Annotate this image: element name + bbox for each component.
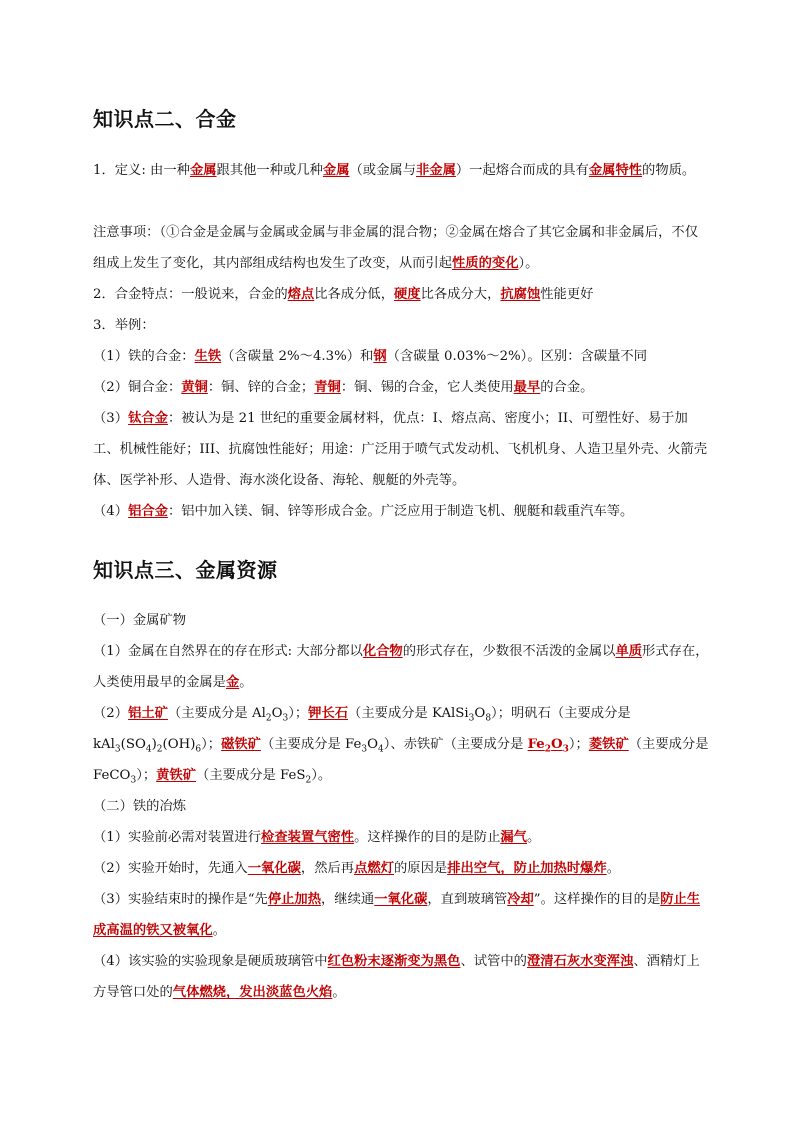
titanium-alloy-paragraph: （3）钛合金：被认为是 21 世纪的重要金属材料，优点：I、熔点高、密度小；II、可塑性好、易于加工、机械性能好；III、抗腐蚀性能好；用途：广泛用于喷气式发动机、飞机机身、人造卫星外壳、火箭壳体、医学补形、人造骨、海水淡化设备、海轮、舰艇的外壳等。	[93, 411, 708, 488]
keyword: 硬度	[394, 287, 421, 302]
keyword: 抗腐蚀	[500, 287, 541, 302]
keyword: 生铁	[194, 349, 222, 364]
aluminum-alloy-paragraph: （4）铝合金：铝中加入镁、铜、锌等形成合金。广泛应用于制造飞机、舰艇和载重汽车等。	[93, 504, 634, 519]
iron-alloy-paragraph: （1）铁的合金：生铁（含碳量 2%～4.3%）和钢（含碳量 0.03%～2%）。区别：含碳量不同	[93, 349, 647, 364]
keyword-formula: $Fe_2O_3$	[527, 737, 569, 755]
keyword: 一氧化碳	[374, 892, 428, 907]
keyword: 防止生成高温的铁又被氧化	[93, 892, 701, 938]
metal-minerals-heading: （一）金属矿物	[93, 613, 187, 628]
keyword: 黄铁矿	[156, 768, 197, 783]
keyword: 停止加热	[267, 892, 322, 907]
alloy-features-paragraph: 2．合金特点：一般说来，合金的熔点比各成分低，硬度比各成分大，抗腐蚀性能更好	[93, 287, 594, 302]
keyword: 点燃灯	[354, 861, 394, 876]
keyword: 非金属	[416, 163, 456, 178]
keyword: 金属特性	[588, 163, 643, 178]
keyword: 金	[225, 675, 240, 690]
iron-smelting-heading: （二）铁的冶炼	[93, 799, 187, 814]
keyword: 磁铁矿	[221, 737, 261, 752]
step3-paragraph: （3）实验结束时的操作是“先停止加热，继续通一氧化碳，直到玻璃管冷却”。这样操作的目的是防止生成高温的铁又被氧化。	[93, 892, 701, 938]
keyword: 青铜	[314, 380, 341, 395]
step1-paragraph: （1）实验前必需对装置进行检查装置气密性。这样操作的目的是防止漏气。	[93, 830, 541, 845]
keyword: 漏气	[500, 830, 527, 845]
keyword: 铝土矿	[128, 706, 168, 721]
step4-paragraph: （4）该实验的实验现象是硬质玻璃管中红色粉末逐渐变为黑色、试管中的澄清石灰水变浑浊、酒精灯上方导管口处的气体燃烧，发出淡蓝色火焰。	[93, 954, 700, 1000]
keyword: 金属	[322, 163, 350, 178]
copper-alloy-paragraph: （2）铜合金：黄铜：铜、锌的合金；青铜：铜、锡的合金，它人类使用最早的合金。	[93, 380, 594, 395]
examples-heading: 3．举例：	[93, 318, 155, 333]
keyword: 红色粉末逐渐变为黑色	[327, 954, 461, 969]
keyword: 金属	[189, 163, 217, 178]
definition-paragraph: 1．定义: 由一种金属跟其他一种或几种金属（或金属与非金属）一起熔合而成的具有金属特性的物质。	[93, 163, 696, 178]
keyword: 铝合金	[128, 504, 168, 519]
keyword: 一氧化碳	[247, 861, 301, 876]
keyword: 化合物	[362, 644, 403, 659]
ores-paragraph: （2）铝土矿（主要成分是 $Al_2O_3$）；钾长石（主要成分是 $KAlSi_3O_8$）；明矾石（主要成分是 $kAl_3(SO_4)_2(OH)_6$）；磁铁矿（主要成分是 $Fe_3O_4$）、赤铁矿（主要成分是 $Fe_2O_3$）；菱铁矿（主要成分是 FeCO$_3$）；黄铁矿（主要成分是 FeS$_2$）。	[93, 706, 709, 786]
keyword: 澄清石灰水变浑浊	[526, 954, 634, 969]
keyword: 单质	[615, 644, 643, 659]
keyword: 排出空气，防止加热时爆炸	[447, 861, 607, 876]
keyword: 黄铜	[181, 380, 208, 395]
keyword: 冷却	[507, 892, 534, 907]
keyword: 气体燃烧，发出淡蓝色火焰	[172, 985, 333, 1000]
keyword: 钢	[373, 349, 387, 364]
keyword: 钛合金	[128, 411, 168, 426]
keyword: 钾长石	[308, 706, 349, 721]
keyword: 最早	[513, 380, 541, 395]
keyword: 检查装置气密性	[261, 830, 355, 845]
keyword: 性质的变化	[452, 256, 519, 271]
keyword: 菱铁矿	[588, 737, 629, 752]
occurrence-paragraph: （1）金属在自然界在的存在形式: 大部分都以化合物的形式存在，少数很不活泼的金属以单质形式存在，人类使用最早的金属是金。	[93, 644, 709, 690]
notes-paragraph: 注意事项：（①合金是金属与金属或金属与非金属的混合物；②金属在熔合了其它金属和非金属后，不仅组成上发生了变化，其内部组成结构也发生了改变，从而引起性质的变化）。	[93, 225, 699, 271]
step2-paragraph: （2）实验开始时，先通入一氧化碳，然后再点燃灯的原因是排出空气，防止加热时爆炸。	[93, 861, 621, 876]
keyword: 熔点	[287, 287, 315, 302]
section-title-alloy: 知识点二、合金	[93, 107, 237, 131]
section-title-metal-resources: 知识点三、金属资源	[93, 558, 278, 582]
